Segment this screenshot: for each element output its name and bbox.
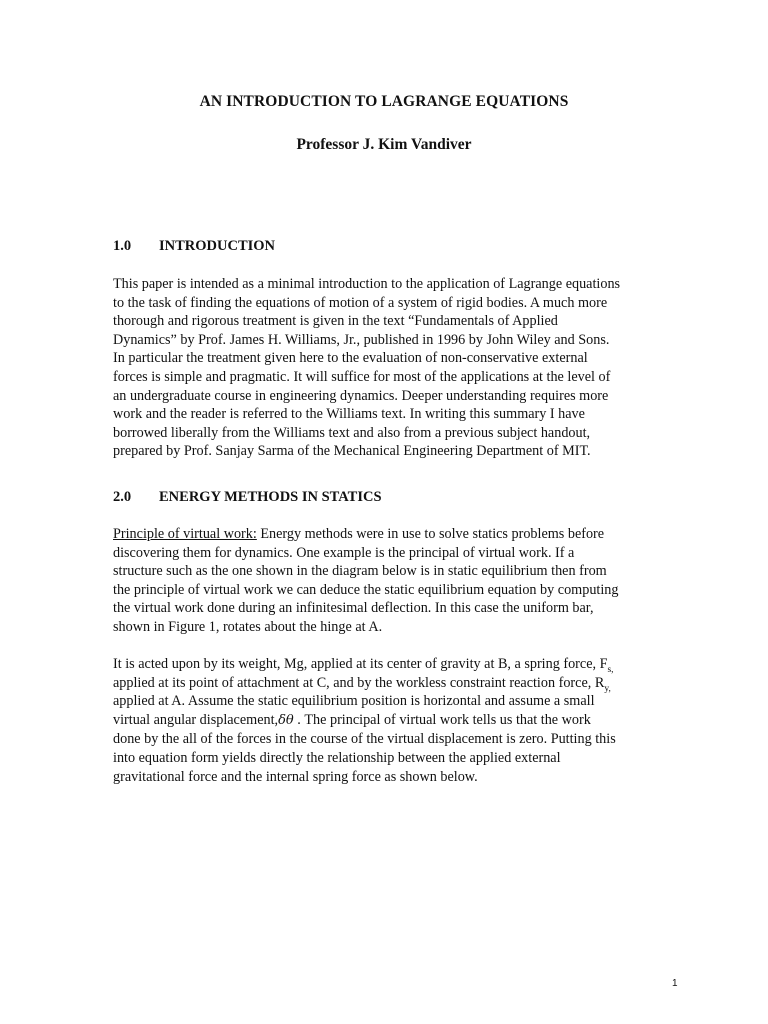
text-span: virtual angular displacement, [113, 711, 279, 728]
text-span: . The principal of virtual work tells us that the work [293, 711, 591, 728]
text-line: done by the all of the forces in the course of the virtual displacement is zero. Putting this [113, 731, 616, 748]
text-line: applied at A. Assume the static equilibrium position is horizontal and assume a small [113, 693, 595, 710]
page-number: 1 [672, 978, 678, 989]
text-line [113, 655, 653, 674]
text-span: It is acted upon by its weight, Mg, applied at its center of gravity at B, a spring force, F [113, 656, 608, 672]
text-line [113, 711, 653, 731]
document-title: AN INTRODUCTION TO LAGRANGE EQUATIONS [199, 93, 569, 110]
document-author: Professor J. Kim Vandiver [296, 136, 472, 153]
text-span: applied at its point of attachment at C, and by the workless constraint reaction force, R [113, 674, 605, 691]
text-line: thorough and rigorous treatment is given in the text “Fundamentals of Applied [113, 313, 558, 330]
text-line: to the task of finding the equations of motion of a system of rigid bodies. A much more [113, 294, 608, 311]
forces-paragraph [113, 655, 653, 786]
text-line: discovering them for dynamics. One example is the principal of virtual work. If a [113, 544, 575, 561]
text-line: gravitational force and the internal spring force as shown below. [113, 768, 478, 785]
text-line: prepared by Prof. Sanjay Sarma of the Mechanical Engineering Department of MIT. [113, 443, 591, 460]
text-line: Dynamics” by Prof. James H. Williams, Jr., published in 1996 by John Wiley and Sons. [113, 331, 610, 348]
section-number: 1.0 [113, 238, 132, 254]
text-line: the virtual work done during an infinitesimal deflection. In this case the uniform bar, [113, 600, 594, 617]
delta-theta-symbol: δθ [278, 712, 294, 728]
introduction-paragraph [113, 275, 653, 461]
text-line: an undergraduate course in engineering dynamics. Deeper understanding requires more [113, 387, 609, 404]
subscript: y, [604, 683, 611, 694]
section-number: 2.0 [113, 489, 132, 505]
text-span: Energy methods were in use to solve statics problems before [256, 526, 605, 542]
text-line: into equation form yields directly the relationship between the applied external [113, 749, 561, 766]
text-line: This paper is intended as a minimal introduction to the application of Lagrange equations [113, 276, 621, 292]
text-line: borrowed liberally from the Williams text and also from a previous subject handout, [113, 424, 591, 441]
text-line: forces is simple and pragmatic. It will suffice for most of the applications at the level of [113, 368, 611, 385]
subscript: s, [607, 664, 614, 675]
text-line: work and the reader is referred to the Williams text. In writing this summary I have [113, 406, 585, 423]
virtual-work-paragraph [113, 525, 653, 637]
section-title: INTRODUCTION [159, 238, 276, 254]
paragraph-lead-heading: Principle of virtual work: [113, 526, 257, 542]
text-line [113, 674, 653, 693]
section-title: ENERGY METHODS IN STATICS [159, 489, 382, 505]
text-line: shown in Figure 1, rotates about the hinge at A. [113, 618, 383, 635]
section-heading-energy-methods [113, 489, 382, 506]
text-line [113, 525, 653, 544]
text-line: structure such as the one shown in the diagram below is in static equilibrium then from [113, 563, 607, 580]
section-heading-introduction [113, 238, 275, 255]
text-line: In particular the treatment given here to the evaluation of non-conservative external [113, 350, 588, 367]
text-line: the principle of virtual work we can deduce the static equilibrium equation by computing [113, 581, 619, 598]
